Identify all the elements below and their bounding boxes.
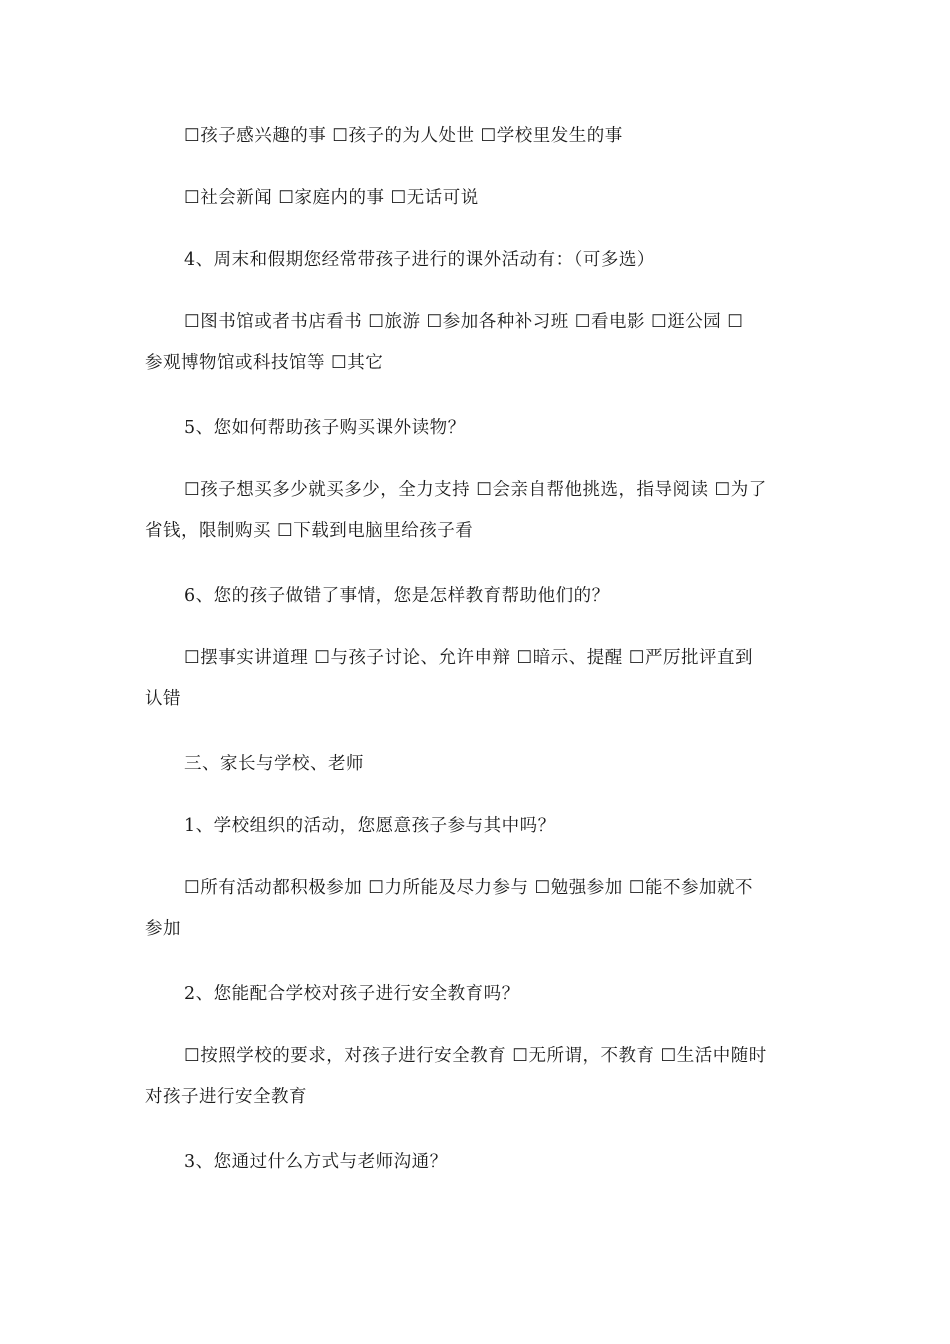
text-line: ☐按照学校的要求，对孩子进行安全教育 ☐无所谓，不教育 ☐生活中随时	[184, 1046, 767, 1066]
section-heading-3	[145, 744, 807, 785]
text-line: 省钱，限制购买 ☐下载到电脑里给孩子看	[145, 521, 474, 541]
text-line: 5、您如何帮助孩子购买课外读物？	[184, 418, 466, 438]
text-line: 三、家长与学校、老师	[184, 754, 364, 774]
text-line: 参加	[145, 919, 181, 939]
text-line: ☐所有活动都积极参加 ☐力所能及尽力参与 ☐勉强参加 ☐能不参加就不	[184, 878, 753, 898]
question-6	[145, 576, 807, 617]
text-line: 2、您能配合学校对孩子进行安全教育吗？	[184, 984, 520, 1004]
text-line: ☐社会新闻 ☐家庭内的事 ☐无话可说	[184, 188, 479, 208]
text-line: 3、您通过什么方式与老师沟通？	[184, 1152, 448, 1172]
text-line: ☐摆事实讲道理 ☐与孩子讨论、允许申辩 ☐暗示、提醒 ☐严厉批评直到	[184, 648, 753, 668]
options-section3-1	[145, 868, 807, 950]
options-question-6	[145, 638, 807, 720]
text-line: 参观博物馆或科技馆等 ☐其它	[145, 353, 384, 373]
question-4	[145, 240, 807, 281]
options-question-5	[145, 470, 807, 552]
question-5	[145, 408, 807, 449]
text-line: 6、您的孩子做错了事情，您是怎样教育帮助他们的？	[184, 586, 610, 606]
text-line: ☐孩子感兴趣的事 ☐孩子的为人处世 ☐学校里发生的事	[184, 126, 623, 146]
question-section3-2	[145, 974, 807, 1015]
text-line: 认错	[145, 689, 181, 709]
options-question-4	[145, 302, 807, 384]
options-section3-2	[145, 1036, 807, 1118]
options-conversation-topics-2	[145, 178, 807, 219]
text-line: 4、周末和假期您经常带孩子进行的课外活动有：（可多选）	[184, 250, 655, 270]
text-line: 对孩子进行安全教育	[145, 1087, 307, 1107]
text-line: ☐图书馆或者书店看书 ☐旅游 ☐参加各种补习班 ☐看电影 ☐逛公园 ☐	[184, 312, 744, 332]
question-section3-1	[145, 806, 807, 847]
text-line: ☐孩子想买多少就买多少，全力支持 ☐会亲自帮他挑选，指导阅读 ☐为了	[184, 480, 767, 500]
question-section3-3	[145, 1142, 807, 1183]
text-line: 1、学校组织的活动，您愿意孩子参与其中吗？	[184, 816, 556, 836]
options-conversation-topics-1	[145, 116, 807, 157]
